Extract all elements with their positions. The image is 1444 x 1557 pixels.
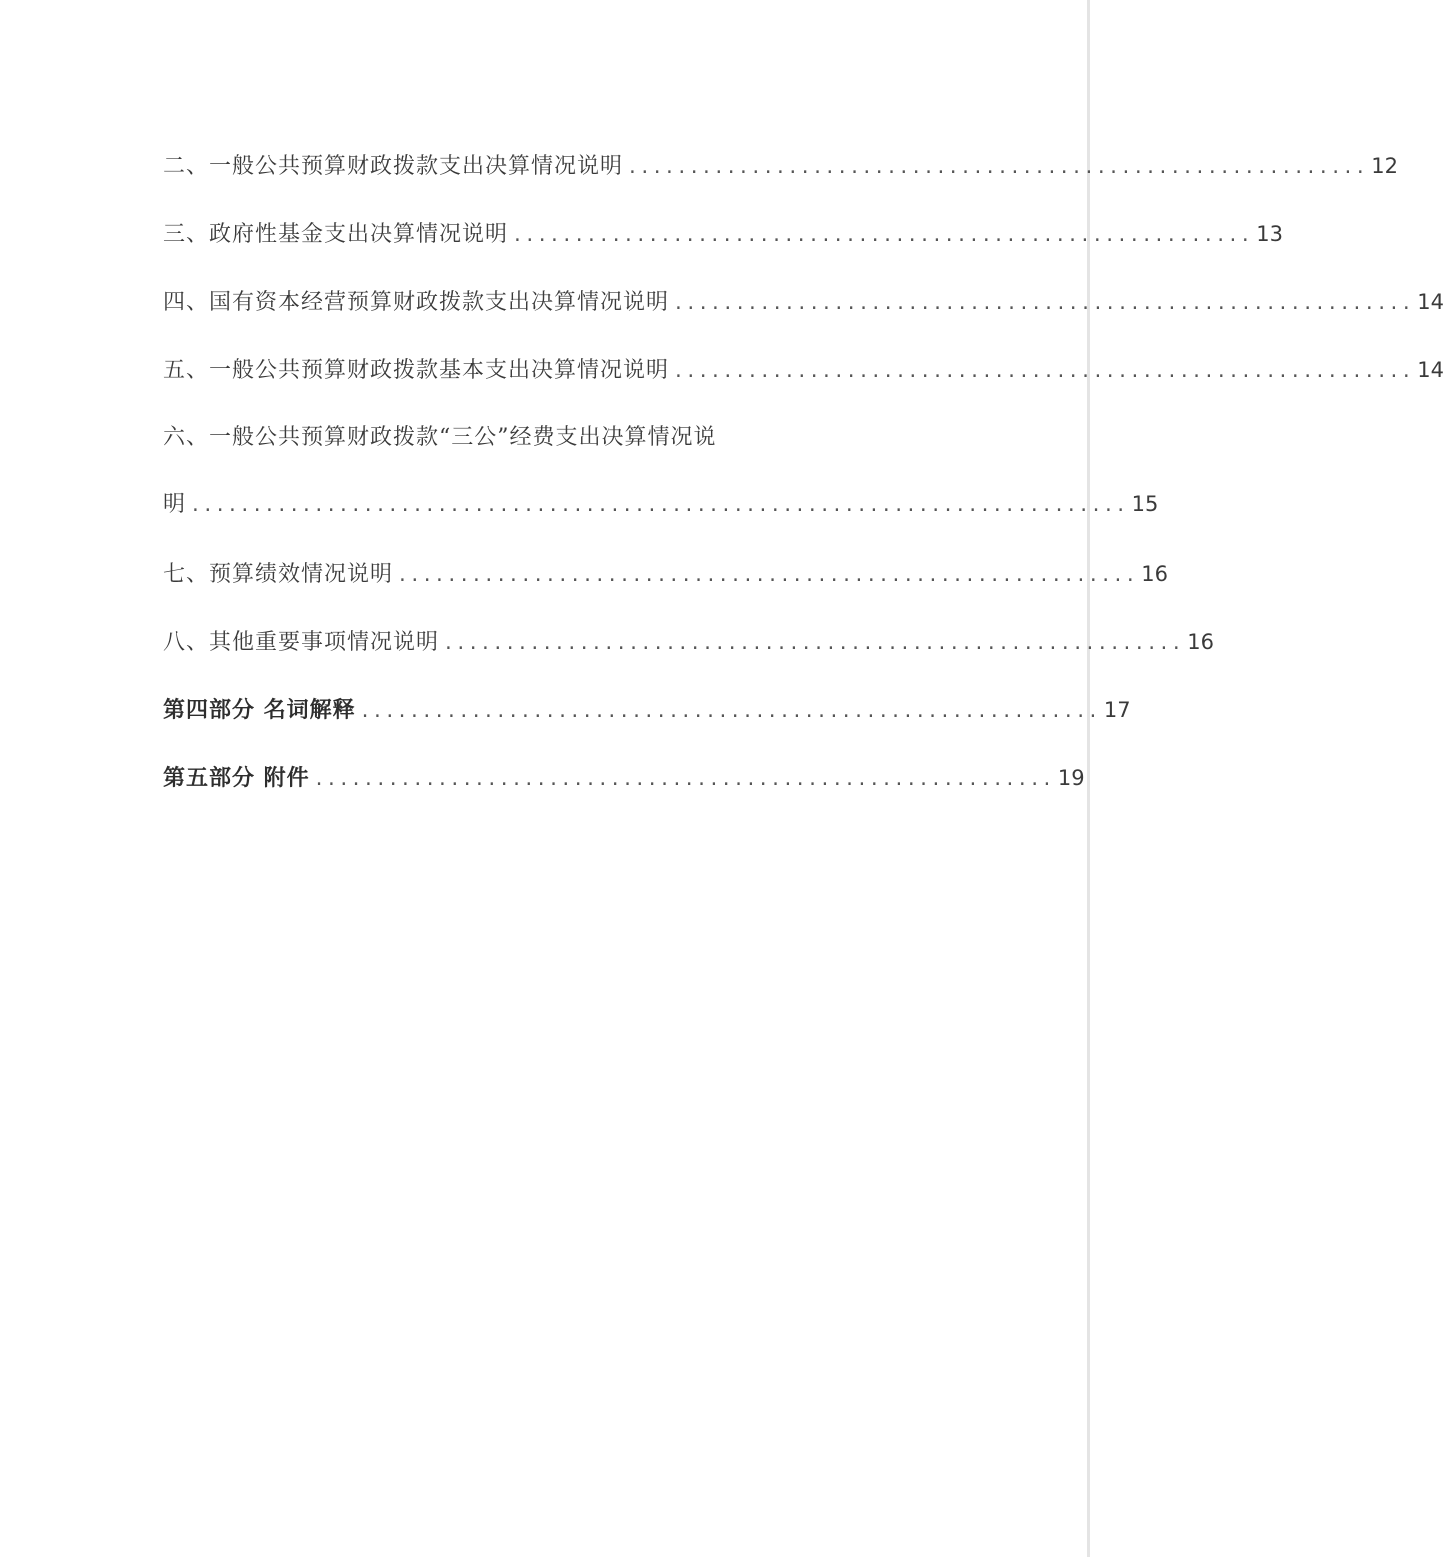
toc-leader-dots: ............................................................ [627,157,1368,178]
toc-entry-title: 三、政府性基金支出决算情况说明 [163,222,509,247]
toc-section-entry[interactable] [163,690,1131,758]
toc-entry[interactable] [163,350,1444,418]
toc-entry[interactable] [163,622,1214,690]
toc-entry-title: 六、一般公共预算财政拨款“三公”经费支出决算情况说 [163,425,717,450]
toc-entry-title: 二、一般公共预算财政拨款支出决算情况说明 [163,154,624,179]
toc-entry-wrapped-line2[interactable] [163,484,1159,554]
toc-leader-dots: ............................................................................ [190,495,1128,516]
toc-leader-dots: ............................................................ [673,293,1414,314]
toc-leader-dots: ............................................................ [512,225,1253,246]
toc-entry[interactable] [163,554,1168,622]
toc-page-number: 14 [1417,290,1444,314]
toc-page-number: 16 [1141,562,1168,586]
toc-entry[interactable] [163,146,1398,214]
toc-leader-dots: ............................................................ [397,565,1138,586]
toc-entry[interactable] [163,282,1444,350]
toc-section-entry[interactable] [163,758,1085,826]
toc-entry-title-continued: 明 [163,492,187,517]
toc-page-number: 14 [1417,358,1444,382]
toc-entry-title: 八、其他重要事项情况说明 [163,630,440,655]
toc-entry-title: 五、一般公共预算财政拨款基本支出决算情况说明 [163,358,670,383]
toc-page-number: 13 [1256,222,1283,246]
toc-entry[interactable] [163,214,1283,282]
toc-page-number: 12 [1371,154,1398,178]
toc-section-title: 第五部分 附件 [163,766,310,791]
toc-leader-dots: ............................................................ [673,361,1414,382]
toc-page-number: 15 [1131,492,1159,516]
toc-entry-title: 七、预算绩效情况说明 [163,562,394,587]
toc-page-number: 19 [1057,766,1085,790]
toc-section-title: 第四部分 名词解释 [163,698,356,723]
toc-page-number: 16 [1187,630,1214,654]
toc-leader-dots: ............................................................ [313,769,1054,790]
toc-entry-title: 四、国有资本经营预算财政拨款支出决算情况说明 [163,290,670,315]
toc-page-number: 17 [1103,698,1131,722]
table-of-contents [163,146,1444,826]
toc-entry-wrapped-line1[interactable] [163,418,833,484]
toc-leader-dots: ............................................................ [443,633,1184,654]
toc-leader-dots: ............................................................ [359,701,1100,722]
